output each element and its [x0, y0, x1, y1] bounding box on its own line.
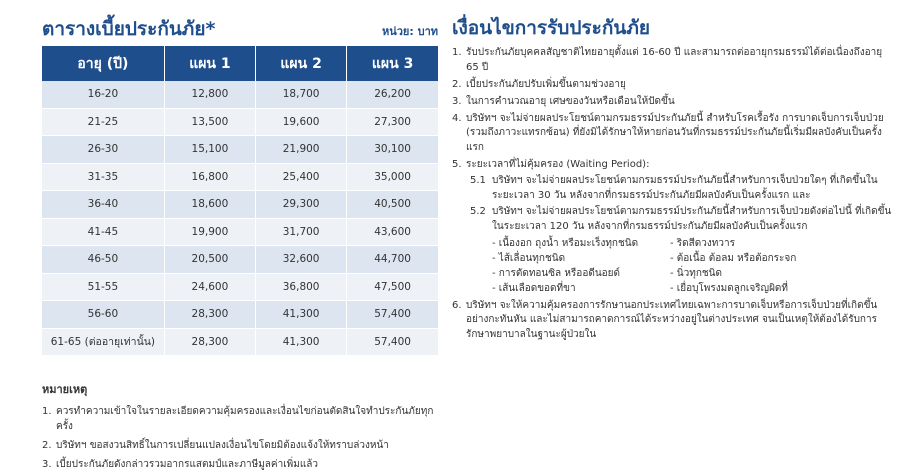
plan-2-cell: 41,300 [256, 301, 347, 329]
sub-condition-text: บริษัทฯ จะไม่จ่ายผลประโยชน์ตามกรมธรรม์ประกันภัยนี้สำหรับการเจ็บป่วยใดๆ ที่เกิดขึ้นในระยะเวลา 30 วัน หลังจากที่กรมธรรม์ประกันภัยมีผลบังคับเป็นครั้งแรก และ [492, 175, 878, 201]
sub-condition [466, 174, 892, 203]
condition-item [452, 78, 892, 93]
excluded-illness-item: - ริดสีดวงทวาร [670, 238, 735, 249]
header-plan-2: แผน 2 [256, 46, 347, 81]
excluded-illness-item: - การตัดทอนซิล หรืออดีนอยด์ [492, 268, 621, 279]
plan-2-cell: 21,900 [256, 136, 347, 164]
table-row [42, 301, 438, 329]
plan-2-cell: 36,800 [256, 273, 347, 301]
plan-1-cell: 28,300 [164, 301, 255, 329]
table-header-row [42, 46, 438, 81]
header-age: อายุ (ปี) [42, 46, 164, 81]
condition-item [452, 299, 892, 343]
table-row [42, 81, 438, 108]
note-number: 1. [42, 406, 52, 417]
condition-body [466, 158, 892, 297]
condition-text: เบี้ยประกันภัยปรับเพิ่มขึ้นตามช่วงอายุ [466, 78, 626, 90]
plan-3-cell: 44,700 [347, 246, 438, 274]
note-item [42, 457, 438, 472]
condition-number: 1. [452, 47, 462, 58]
plan-1-cell: 13,500 [164, 108, 255, 136]
plan-1-cell: 28,300 [164, 328, 255, 356]
table-row [42, 218, 438, 246]
condition-number: 2. [452, 78, 462, 90]
plan-3-cell: 26,200 [347, 81, 438, 108]
note-item [42, 404, 438, 434]
notes-title: หมายเหตุ [42, 383, 88, 396]
condition-number: 6. [452, 299, 462, 311]
conditions-section [452, 14, 892, 342]
plan-3-cell: 35,000 [347, 163, 438, 191]
plan-1-cell: 18,600 [164, 191, 255, 219]
table-row [42, 108, 438, 136]
age-cell: 51-55 [42, 273, 164, 301]
notes-list [42, 404, 438, 472]
condition-number: 4. [452, 112, 462, 124]
excluded-illness-list [466, 236, 892, 296]
age-cell: 21-25 [42, 108, 164, 136]
plan-2-cell: 18,700 [256, 81, 347, 108]
condition-item [452, 95, 892, 110]
premium-section [42, 14, 438, 472]
note-number: 3. [42, 459, 52, 470]
condition-number: 5. [452, 158, 462, 170]
age-cell: 41-45 [42, 218, 164, 246]
plan-2-cell: 41,300 [256, 328, 347, 356]
excluded-illness-item: - ต้อเนื้อ ต้อลม หรือต้อกระจก [670, 253, 797, 264]
condition-text: ในการคำนวณอายุ เศษของวันหรือเดือนให้ปัดขึ้น [466, 95, 675, 107]
condition-number: 3. [452, 95, 462, 107]
plan-1-cell: 16,800 [164, 163, 255, 191]
age-cell: 36-40 [42, 191, 164, 219]
plan-3-cell: 40,500 [347, 191, 438, 219]
plan-1-cell: 19,900 [164, 218, 255, 246]
plan-2-cell: 29,300 [256, 191, 347, 219]
sub-condition-number: 5.2 [470, 206, 486, 217]
sub-condition-number: 5.1 [470, 175, 486, 186]
note-text: เบี้ยประกันภัยดังกล่าวรวมอากรแสตมป์และภาษีมูลค่าเพิ่มแล้ว [56, 459, 319, 470]
plan-2-cell: 25,400 [256, 163, 347, 191]
table-row [42, 328, 438, 356]
plan-3-cell: 47,500 [347, 273, 438, 301]
excluded-illness-item: - เนื้องอก ถุงน้ำ หรือมะเร็งทุกชนิด [492, 238, 639, 249]
excluded-illness-item: - นิ่วทุกชนิด [670, 268, 723, 279]
plan-3-cell: 43,600 [347, 218, 438, 246]
premium-table-title: ตารางเบี้ยประกันภัย* [42, 18, 216, 40]
age-cell: 16-20 [42, 81, 164, 108]
notes-section [42, 380, 438, 472]
condition-text: ระยะเวลาที่ไม่คุ้มครอง (Waiting Period): [466, 158, 650, 170]
plan-2-cell: 32,600 [256, 246, 347, 274]
plan-1-cell: 20,500 [164, 246, 255, 274]
excluded-illness-item: - ไส้เลื่อนทุกชนิด [492, 253, 566, 264]
plan-1-cell: 24,600 [164, 273, 255, 301]
plan-3-cell: 57,400 [347, 328, 438, 356]
age-cell: 26-30 [42, 136, 164, 164]
condition-item [452, 46, 892, 75]
plan-1-cell: 15,100 [164, 136, 255, 164]
table-row [42, 191, 438, 219]
header-plan-3: แผน 3 [347, 46, 438, 81]
age-cell: 31-35 [42, 163, 164, 191]
condition-text: บริษัทฯ จะให้ความคุ้มครองการรักษานอกประเทศไทยเฉพาะการบาดเจ็บหรือการเจ็บป่วยที่เกิดขึ้นอย่างกะทันหัน และไม่สามารถคาดการณ์ได้ระหว่างอยู่ในต่างประเทศ จนเป็นเหตุให้ต้องได้รับการรักษาพยาบาลในฐานะผู้ป่วยใน [466, 299, 878, 340]
plan-3-cell: 27,300 [347, 108, 438, 136]
note-text: ควรทำความเข้าใจในรายละเอียดความคุ้มครองและเงื่อนไขก่อนตัดสินใจทำประกันภัยทุกครั้ง [56, 406, 434, 432]
condition-text: รับประกันภัยบุคคลสัญชาติไทยอายุตั้งแต่ 16-60 ปี และสามารถต่ออายุกรมธรรม์ได้ต่อเนื่องถึงอายุ 65 ปี [466, 47, 883, 73]
plan-3-cell: 30,100 [347, 136, 438, 164]
plan-3-cell: 57,400 [347, 301, 438, 329]
plan-1-cell: 12,800 [164, 81, 255, 108]
age-cell: 61-65 (ต่ออายุเท่านั้น) [42, 328, 164, 356]
unit-label: หน่วย: บาท [381, 25, 438, 38]
table-row [42, 136, 438, 164]
premium-table [42, 46, 438, 356]
conditions-title: เงื่อนไขการรับประกันภัย [452, 17, 650, 39]
premium-header [42, 14, 438, 46]
excluded-illness-item: - เส้นเลือดขอดที่ขา [492, 283, 576, 294]
table-row [42, 273, 438, 301]
condition-item [452, 158, 892, 297]
condition-text: บริษัทฯ จะไม่จ่ายผลประโยชน์ตามกรมธรรม์ประกันภัยนี้ สำหรับโรคเรื้อรัง การบาดเจ็บการเจ็บป่วย (รวมถึงภาวะแทรกซ้อน) ที่ยังมิได้รักษาให้หายก่อนวันที่กรมธรรม์ประกันภัยนี้เริ่มมีผลบังคับเป็นครั้งแรก [466, 112, 884, 153]
note-number: 2. [42, 440, 52, 451]
age-cell: 46-50 [42, 246, 164, 274]
conditions-list [452, 46, 892, 342]
plan-2-cell: 31,700 [256, 218, 347, 246]
excluded-illness-item: - เยื่อบุโพรงมดลูกเจริญผิดที่ [670, 283, 789, 294]
header-plan-1: แผน 1 [164, 46, 255, 81]
note-text: บริษัทฯ ขอสงวนสิทธิ์ในการเปลี่ยนแปลงเงื่อนไขโดยมิต้องแจ้งให้ทราบล่วงหน้า [56, 440, 389, 451]
note-item [42, 438, 438, 453]
age-cell: 56-60 [42, 301, 164, 329]
plan-2-cell: 19,600 [256, 108, 347, 136]
condition-item [452, 112, 892, 156]
sub-condition [466, 205, 892, 234]
sub-condition-text: บริษัทฯ จะไม่จ่ายผลประโยชน์ตามกรมธรรม์ประกันภัยนี้สำหรับการเจ็บป่วยดังต่อไปนี้ ที่เกิดขึ้นในระยะเวลา 120 วัน หลังจากที่กรมธรรม์ประกันภัยมีผลบังคับเป็นครั้งแรก [492, 206, 892, 232]
table-row [42, 163, 438, 191]
table-row [42, 246, 438, 274]
